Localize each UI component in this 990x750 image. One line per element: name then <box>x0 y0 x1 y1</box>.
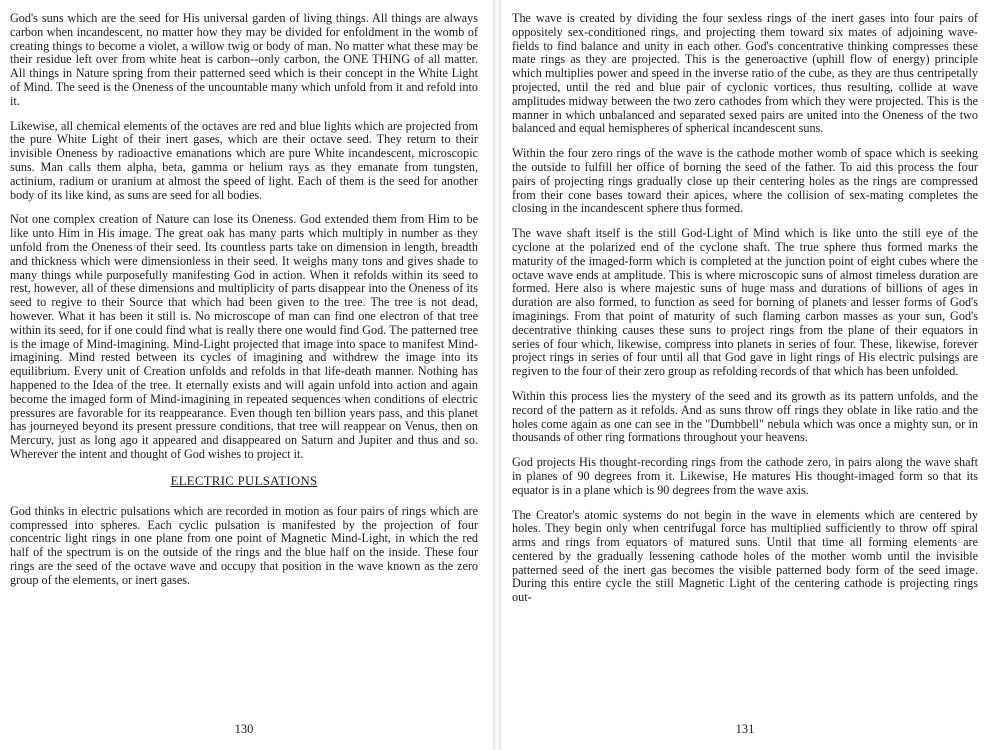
right-page <box>512 12 978 737</box>
paragraph-oneness-of-creation: Not one complex creation of Nature can lose its Oneness. God extended them from Him to be like unto Him in His image. The great oak has many parts which multiply in number as they unfold from the Oneness of their seed. Its countless parts take on dimension in length, breadth and thickness which were dimensionless in their seed. It weighs many tons and gives shade to many things while purposefully manifesting God in action. When it refolds within its seed to rest, however, all of these dimensions and multiplicity of parts disappear into the Oneness of its seed to regive to their Source that which had been given to the tree. The tree is not dead, however. What it has been it still is. No microscope of man can find one electron of that tree within its seed, for if one could find what is really there one would find God. The patterned tree is the image of Mind-imagining. Mind-Light projected that image into space to manifest Mind-imagining. Mind rested between its cycles of imagining and withdrew the image into its equilibrium. Every unit of Creation unfolds and refolds in that life-death manner. Nothing has happened to the Idea of the tree. It eternally exists and will again unfold into action and again become the imaged form of Mind-imagining in repeated sequences when conditions of electric pressures are favorable for its reappearance. Even though ten billion years pass, and this planet has journeyed beyond its present pressure conditions, that tree will reappear on Venus, then on Mercury, just as long ago it appeared and disappeared on Saturn and Jupiter and thus and so. Wherever the intent and thought of God wishes to project it. <box>10 212 478 461</box>
section-heading: ELECTRIC PULSATIONS <box>170 473 318 488</box>
paragraph-seed-mystery: Within this process lies the mystery of the seed and its growth as its pattern unfolds, and the record of the pattern as it refolds. And as suns throw off rings they oblate in like ratio and the holes come again as one can see in the "Dumbbell" nebula which was once a mighty sun, or in thousands of other ring formations throughout your heavens. <box>512 388 978 445</box>
paragraph-electric-pulsations: God thinks in electric pulsations which are recorded in motion as four pairs of rings which are compressed into spheres. Each cyclic pulsation is manifested by the projection of four concentric light rings in one plane from one point of Magnetic Mind-Light, in which the red half of the spectrum is on the outside of the rings and the blue half on the inside. These four rings are the seed of the octave wave and occupy that position in the wave known as the zero group of the elements, or inert gases. <box>10 503 478 587</box>
page-number-left: 130 <box>234 722 254 736</box>
left-page-text <box>10 12 478 712</box>
left-page <box>10 12 478 737</box>
paragraph-zero-rings: Within the four zero rings of the wave is the cathode mother womb of space which is seeking the outside to fulfill her office of borning the seed of the father. To aid this process the four pairs of projecting rings gradually close up their centering holes as the rings are compressed from their cone bases toward their apices, where the collision of sex-mating completes the closing in the incandescent sphere thus formed. <box>512 146 978 216</box>
page-number-right: 131 <box>735 722 755 736</box>
paragraph-thought-rings: God projects His thought-recording rings from the cathode zero, in pairs along the wave shaft in planes of 90 degrees from it. Likewise, He matures His thought-imaged form so that its equator is in a plane which is 90 degrees from the wave axis. <box>512 455 978 497</box>
paragraph-atomic-systems: The Creator's atomic systems do not begin in the wave in elements which are centered by holes. They begin only when centrifugal force has multiplied sufficiently to throw off spiral arms and rings from equators of matured suns. Until that time all forming elements are centered by the gradually lessening cathode holes of the mother womb until the invisible patterned seed of the inert gas becomes the visible patterned body form of the seed image. During this entire cycle the still Magnetic Light of the centering cathode is projecting rings out- <box>512 507 978 605</box>
paragraph-wave-creation: The wave is created by dividing the four sexless rings of the inert gases into four pairs of oppositely sex-conditioned rings, and projecting them toward six mates of adjoining wave-fields to find balance and unity in each other. God's concentrative thinking compresses these mate rings as they are projected. This is the generoactive (uphill flow of energy) principle which multiplies power and speed in the inverse ratio of the cube, as they are thus centripetally projected, until the red and blue pair of cyclonic vortices, thus resulting, collide at wave amplitudes midway between the two zero cathodes from which they were projected. This is the manner in which unbalanced and separated sexed pairs are united into the Oneness of the two balanced and equal hemispheres of spherical incandescent suns. <box>512 12 978 136</box>
paragraph-wave-shaft: The wave shaft itself is the still God-Light of Mind which is like unto the still eye of the cyclone at the polarized end of the cyclone shaft. The true sphere thus formed marks the maturity of the imaged-form which is completed at the junction point of eight cubes where the octave wave ends at amplitude. This is where microscopic suns of almost timeless duration are formed. Here also is where majestic suns of huge mass and durations of billions of ages in duration are also formed, to function as seed for borning of planets and lesser forms of God's imaginings. From that point of maturity of such flaming carbon masses as your sun, God's decentrative thinking causes these suns to project rings from the plane of their equators in series of four which, likewise, compress into planets in series of four. These, likewise, forever project rings in series of four until all that God gave in light rings of His electric pulsings are regiven to the four of their zero group as refolding records of that which has been unfolded. <box>512 226 978 379</box>
right-page-text <box>512 12 978 712</box>
book-gutter <box>493 0 501 750</box>
paragraph-god-suns: God's suns which are the seed for His universal garden of living things. All things are always carbon when incandescent, no matter how they may be divided for enfoldment in the womb of creating things to become a violet, a willow twig or body of man. No matter what these may be their residue left over from white heat is carbon--only carbon, the ONE THING of all matter. All things in Nature spring from their patterned seed which is their concept in the White Light of Mind. The seed is the Oneness of the uncountable many which unfold from it and refold into it. <box>10 12 478 108</box>
paragraph-chemical-elements: Likewise, all chemical elements of the octaves are red and blue lights which are projected from the pure White Light of their inert gases, which are their octave seed. They return to their invisible Oneness by radioactive emanations which are pure White incandescent, microscopic suns. Man calls them alpha, beta, gamma or helium rays as they emanate from tungsten, actinium, radium or uranium at almost the speed of light. Each of them is the seed for another body of its like kind, as suns are seed for all bodies. <box>10 118 478 202</box>
